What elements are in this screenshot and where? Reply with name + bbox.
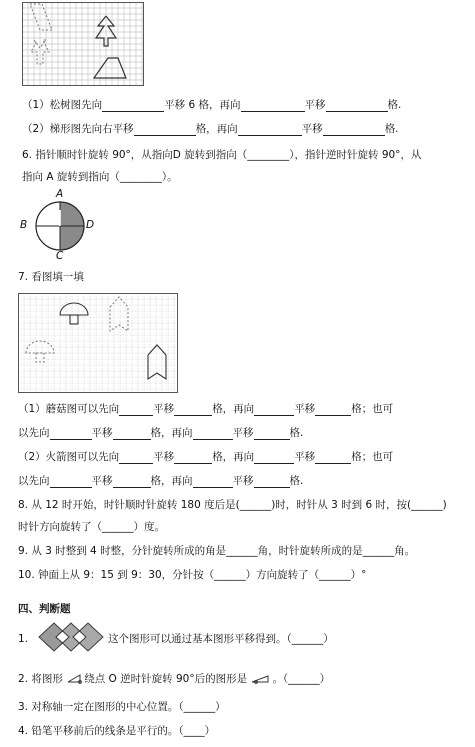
q7-item1-line1: （1）蘑菇图可以先向 平移 格，再向 平移 格；也可 (18, 403, 394, 415)
j1-num: 1. (18, 633, 29, 645)
pine-trapezoid-grid (22, 2, 144, 86)
label-a: A (56, 188, 64, 200)
q5-item1: （1）松树图先向 平移 6 格，再向 平移 格. (22, 99, 402, 111)
q7-item2-line1: （2）火箭图可以先向 平移 格，再向 平移 格；也可 (18, 451, 394, 463)
label-d: D (86, 219, 95, 231)
q5-item2: （2）梯形图先向右平移 格，再向 平移 格. (22, 123, 399, 135)
j3: 3. 对称轴一定在图形的中心位置。（______） (18, 701, 226, 713)
q7-title: 7. 看图填一填 (18, 271, 84, 283)
section4-title: 四、判断题 (18, 603, 71, 615)
label-b: B (20, 219, 28, 231)
j4: 4. 铅笔平移前后的线条是平行的。（____） (18, 725, 216, 737)
mushroom-rocket-grid (18, 293, 178, 393)
q8-line1: 8. 从 12 时开始，时针顺时针旋转 180 度后是(______)时，时针从 3 时到 6 时，按(______) (18, 499, 447, 511)
pine-trapezoid-figure (22, 2, 144, 86)
q7-item1-line2: 以先向 平移 格，再向 平移 格. (18, 427, 304, 439)
j2: 2. 将图形 绕点 O 逆时针旋转 90°后的图形是 。（______） (18, 673, 331, 685)
q7-item2-line2: 以先向 平移 格，再向 平移 格. (18, 475, 304, 487)
diamond-pattern-figure (36, 620, 108, 654)
q6-line2: 指向 A 旋转到指向（________）。 (22, 171, 178, 183)
j1-text: 这个图形可以通过基本图形平移得到。（______） (108, 633, 334, 645)
q9: 9. 从 3 时整到 4 时整，分针旋转所成的角是______角，时针旋转所成的是______角。 (18, 545, 416, 557)
q6-line1: 6. 指针顺时针旋转 90°，从指向D 旋转到指向（________），指针逆时针旋转 90°，从 (22, 149, 422, 161)
pointer-circle-figure (18, 188, 98, 262)
label-c: C (56, 250, 64, 262)
flag-shape-icon (66, 673, 84, 685)
rotated-flag-shape-icon (250, 673, 272, 685)
q10: 10. 钟面上从 9：15 到 9：30，分针按（______）方向旋转了（______）° (18, 569, 367, 581)
q8-line2: 时针方向旋转了（______）度。 (18, 521, 165, 533)
